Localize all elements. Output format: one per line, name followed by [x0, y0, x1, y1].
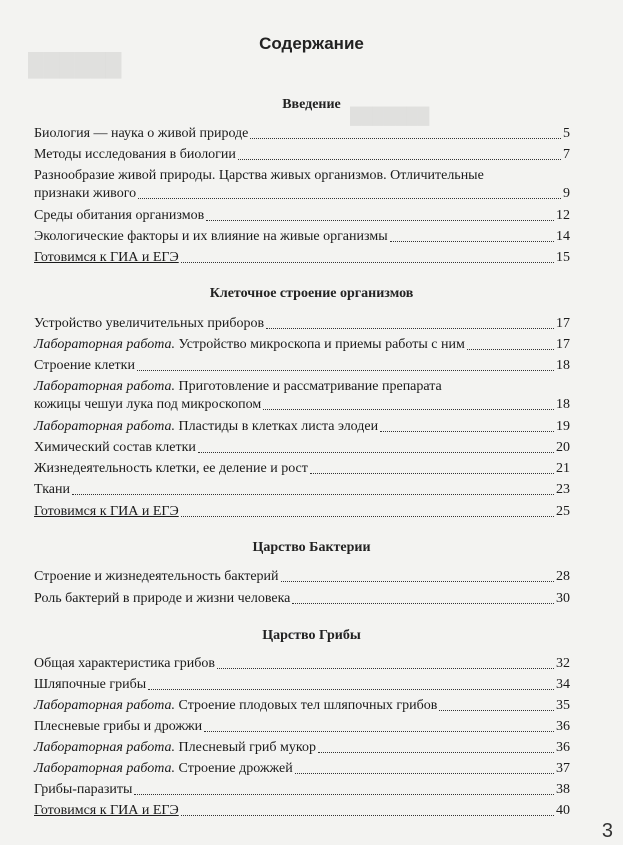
section-heading-introduction: Введение	[282, 97, 341, 112]
toc-entry[interactable]: Ткани 23	[34, 482, 570, 497]
page-ref: 18	[556, 358, 570, 373]
page-ref: 37	[556, 761, 570, 776]
page-ref: 17	[556, 316, 570, 331]
toc-entry[interactable]: Плесневые грибы и дрожжи 36	[34, 719, 570, 734]
page-ref: 15	[556, 250, 570, 265]
page-ref: 38	[556, 782, 570, 797]
toc-entry[interactable]: Готовимся к ГИА и ЕГЭ 40	[34, 803, 570, 818]
page-ref: 19	[556, 419, 570, 434]
toc-entry[interactable]: Общая характеристика грибов 32	[34, 656, 570, 671]
toc-entry[interactable]: Биология — наука о живой природе 5	[34, 126, 570, 141]
page-ref: 30	[556, 591, 570, 606]
section-heading-cell-structure: Клеточное строение организмов	[209, 286, 414, 301]
toc-entry[interactable]: Жизнедеятельность клетки, ее деление и рост 21	[34, 461, 570, 476]
page-ref: 36	[556, 719, 570, 734]
page-ref: 18	[556, 397, 570, 412]
page-ref: 17	[556, 337, 570, 352]
page-ref: 32	[556, 656, 570, 671]
toc-entry[interactable]: Готовимся к ГИА и ЕГЭ 15	[34, 250, 570, 265]
toc-entry[interactable]: Лабораторная работа. Пластиды в клетках листа элодеи 19	[34, 419, 570, 434]
toc-entry[interactable]: Лабораторная работа. Строение дрожжей 37	[34, 761, 570, 776]
toc-entry[interactable]: Строение клетки 18	[34, 358, 570, 373]
toc-entry[interactable]: Лабораторная работа. Строение плодовых тел шляпочных грибов 35	[34, 698, 570, 713]
toc-entry[interactable]: Разнообразие живой природы. Царства живых организмов. Отличительные признаки живого 9	[34, 168, 570, 201]
toc-entry[interactable]: Грибы-паразиты 38	[34, 782, 570, 797]
page-ref: 40	[556, 803, 570, 818]
toc-entry[interactable]: Устройство увеличительных приборов 17	[34, 316, 570, 331]
toc-entry[interactable]: Готовимся к ГИА и ЕГЭ 25	[34, 504, 570, 519]
page-title: Содержание	[259, 34, 364, 53]
bleed-through-decoration: ██████	[28, 52, 122, 77]
page-ref: 14	[556, 229, 570, 244]
toc-entry[interactable]: Шляпочные грибы 34	[34, 677, 570, 692]
toc-entry[interactable]: Лабораторная работа. Плесневый гриб мукор 36	[34, 740, 570, 755]
toc-entry[interactable]: Роль бактерий в природе и жизни человека 30	[34, 591, 570, 606]
page-ref: 35	[556, 698, 570, 713]
toc-entry[interactable]: Методы исследования в биологии 7	[34, 147, 570, 162]
page-ref: 7	[563, 147, 570, 162]
page-ref: 21	[556, 461, 570, 476]
page-ref: 20	[556, 440, 570, 455]
toc-entry[interactable]: Строение и жизнедеятельность бактерий 28	[34, 569, 570, 584]
page-ref: 5	[563, 126, 570, 141]
page-ref: 34	[556, 677, 570, 692]
toc-entry[interactable]: Лабораторная работа. Устройство микроскопа и приемы работы с ним 17	[34, 337, 570, 352]
section-heading-bacteria: Царство Бактерии	[252, 540, 371, 555]
page-number: 3	[601, 820, 613, 842]
toc-entry[interactable]: Лабораторная работа. Приготовление и рассматривание препарата кожицы чешуи лука под микроскопом 18	[34, 379, 570, 412]
page-ref: 23	[556, 482, 570, 497]
page-ref: 36	[556, 740, 570, 755]
bleed-through-decoration: ███████	[350, 108, 430, 125]
toc-entry[interactable]: Экологические факторы и их влияние на живые организмы 14	[34, 229, 570, 244]
toc-entry[interactable]: Среды обитания организмов 12	[34, 208, 570, 223]
page-ref: 9	[563, 186, 570, 201]
toc-entry[interactable]: Химический состав клетки 20	[34, 440, 570, 455]
page-ref: 25	[556, 504, 570, 519]
page-ref: 12	[556, 208, 570, 223]
section-heading-fungi: Царство Грибы	[262, 628, 361, 643]
page-ref: 28	[556, 569, 570, 584]
